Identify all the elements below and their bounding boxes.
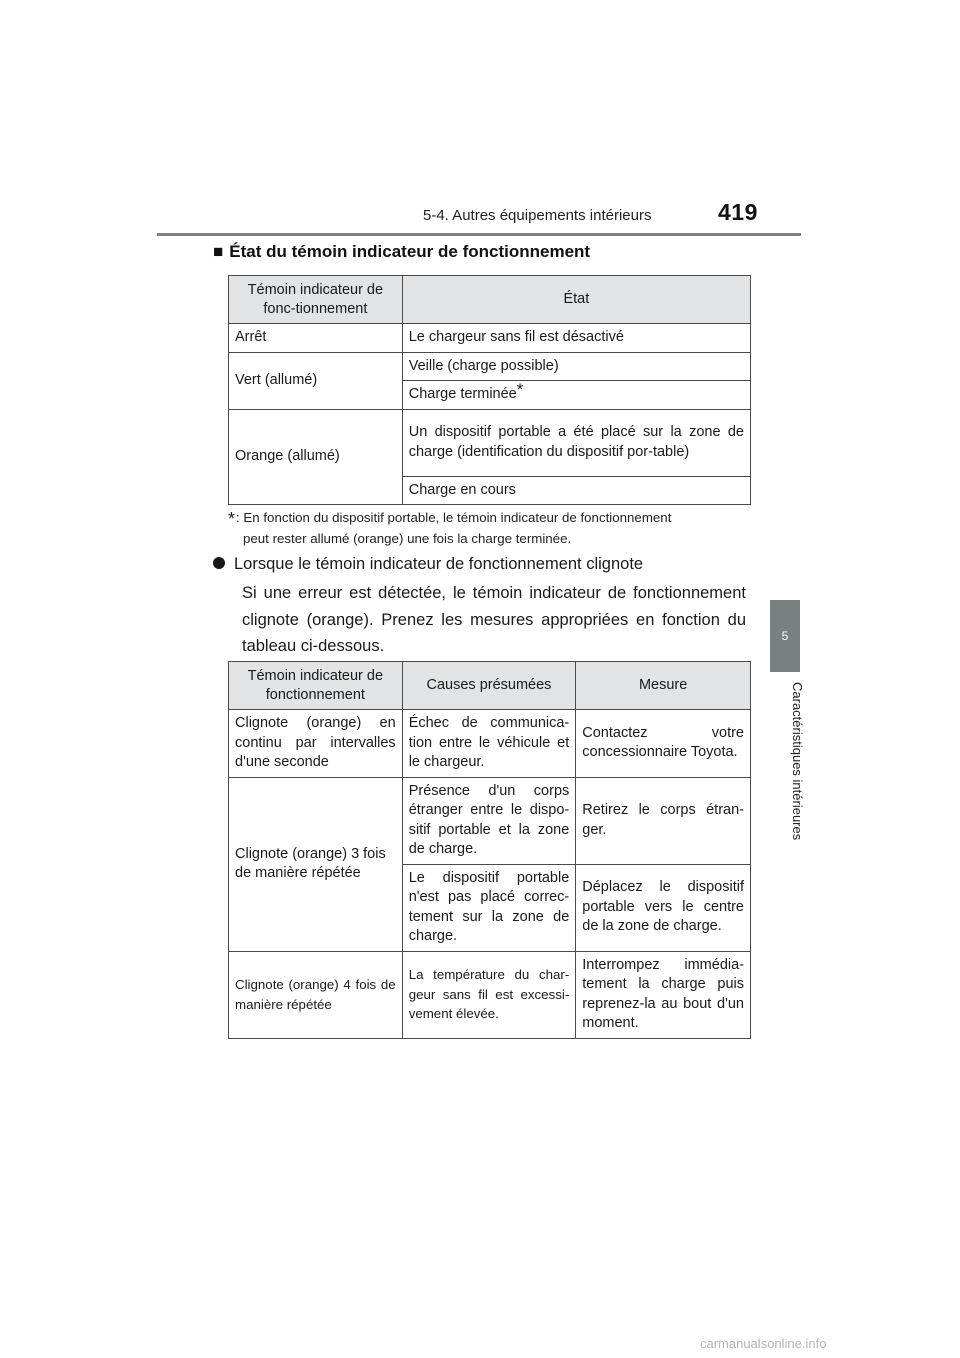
chapter-tab [770, 600, 800, 672]
table-cell: Clignote (orange) 3 fois de manière répétée [229, 777, 403, 951]
running-header-section: 5-4. Autres équipements intérieurs [423, 207, 652, 224]
footnote [228, 508, 748, 548]
table-cell: Veille (charge possible) [402, 352, 750, 381]
table-cell: Arrêt [229, 324, 403, 353]
bullet-heading [213, 555, 643, 574]
cell-text: Charge terminée [408, 386, 517, 402]
table-cell [402, 381, 750, 410]
table-cell: Le dispositif portable n'est pas placé correc-tement sur la zone de charge. [402, 864, 576, 951]
footnote-continuation: peut rester allumé (orange) une fois la charge terminée. [243, 531, 572, 546]
table-cell: La température du char-geur sans fil est excessi-vement élevée. [402, 951, 576, 1038]
header-divider [157, 233, 801, 236]
table-header: État [402, 276, 750, 324]
section-title-text: État du témoin indicateur de fonctionnement [229, 242, 591, 261]
table-cell: Retirez le corps étran-ger. [576, 777, 751, 864]
table-cell: Orange (allumé) [229, 409, 403, 505]
footnote-asterisk: * [228, 509, 236, 529]
table-header: Témoin indicateur de fonctionnement [229, 662, 403, 710]
table-header: Mesure [576, 662, 751, 710]
page-number: 419 [718, 199, 758, 225]
table-cell: Échec de communica-tion entre le véhicule et le chargeur. [402, 710, 576, 778]
footnote-marker: * [516, 380, 524, 399]
bullet-dot-icon [213, 557, 225, 569]
table-cell: Un dispositif portable a été placé sur la zone de charge (identification du dispositif por-table) [402, 409, 750, 476]
table-cell: Présence d'un corps étranger entre le dispo-sitif portable et la zone de charge. [402, 777, 576, 864]
chapter-label: Caractéristiques intérieures [790, 682, 805, 841]
table-cell: Interrompez immédia-tement la charge puis reprenez-la au bout d'un moment. [576, 951, 751, 1038]
table-cell: Contactez votre concessionnaire Toyota. [576, 710, 751, 778]
bullet-paragraph: Si une erreur est détectée, le témoin indicateur de fonctionnement clignote (orange). Prenez les mesures appropriées en fonction du tableau ci-dessous. [242, 584, 746, 655]
table-header: Témoin indicateur de fonc-tionnement [229, 276, 403, 324]
table-header: Causes présumées [402, 662, 576, 710]
table-cell: Vert (allumé) [229, 352, 403, 409]
table-cell: Clignote (orange) en continu par intervalles d'une seconde [229, 710, 403, 778]
bullet-heading-text: Lorsque le témoin indicateur de fonctionnement clignote [234, 555, 644, 573]
table-cell: Le chargeur sans fil est désactivé [402, 324, 750, 353]
table-cell: Clignote (orange) 4 fois de manière répétée [229, 951, 403, 1038]
square-bullet-icon: ■ [213, 242, 224, 261]
table-cell: Charge en cours [402, 476, 750, 505]
watermark: carmanualsonline.info [700, 1336, 827, 1351]
table-cell: Déplacez le dispositif portable vers le centre de la zone de charge. [576, 864, 751, 951]
indicator-status-table [228, 275, 751, 505]
section-title [213, 242, 590, 262]
chapter-number: 5 [781, 629, 789, 643]
blinking-indicator-table [228, 661, 751, 1039]
footnote-text: : En fonction du dispositif portable, le témoin indicateur de fonctionnement [236, 510, 672, 525]
